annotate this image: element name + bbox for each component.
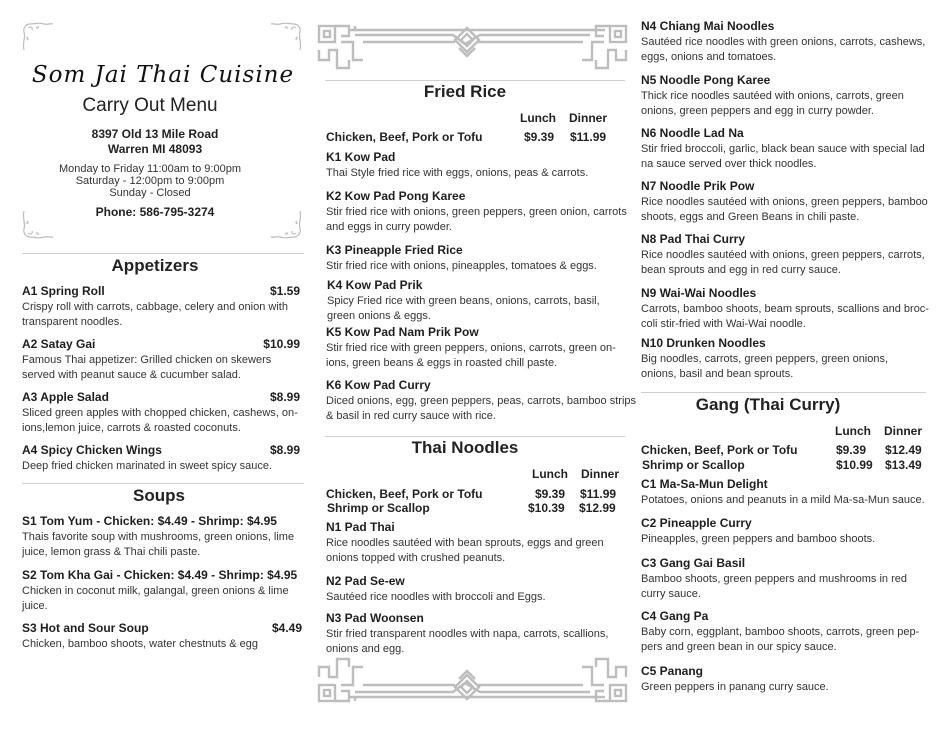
item-name: C4 Gang Pa bbox=[641, 609, 709, 623]
item-name: N8 Pad Thai Curry bbox=[641, 232, 746, 246]
item-name: N6 Noodle Lad Na bbox=[641, 126, 744, 140]
item-description: Deep fried chicken marinated in sweet spicy sauce. bbox=[22, 460, 273, 472]
restaurant-name: Som Jai Thai Cuisine bbox=[31, 62, 295, 88]
item-description: Stir fried rice with green peppers, onions, carrots, green on-ions, green beans & eggs in roasted chill paste. bbox=[326, 342, 616, 369]
item-price: $10.99 bbox=[263, 337, 300, 351]
dinner-column-header: Dinner bbox=[884, 424, 923, 438]
menu-item bbox=[641, 556, 911, 602]
menu-item bbox=[641, 516, 936, 547]
lunch-price: $10.99 bbox=[836, 458, 873, 472]
corner-flourish-icon bbox=[20, 20, 56, 56]
item-name: S3 Hot and Sour Soup bbox=[22, 621, 149, 635]
item-price: $8.99 bbox=[269, 390, 300, 404]
section-divider bbox=[325, 436, 625, 437]
item-description: Chicken, bamboo shoots, water chestnuts & egg bbox=[22, 638, 259, 650]
lunch-price: $9.39 bbox=[535, 487, 566, 501]
item-description: Famous Thai appetizer: Grilled chicken on skewers served with peanut sauce & cucumber salad. bbox=[22, 354, 272, 381]
menu-subtitle: Carry Out Menu bbox=[82, 95, 218, 116]
middle-column bbox=[310, 0, 635, 730]
menu-item bbox=[641, 609, 931, 655]
item-name: S1 Tom Yum - Chicken: $4.49 - Shrimp: $4.95 bbox=[22, 514, 277, 528]
price-row-label: Shrimp or Scallop bbox=[642, 458, 745, 472]
price-row bbox=[642, 458, 937, 473]
menu-item bbox=[22, 443, 300, 474]
item-description: Rice noodles sautéed with onions, green peppers, carrots, bean sprouts and egg in red curry sauce. bbox=[641, 249, 925, 276]
menu-item bbox=[641, 179, 936, 225]
menu-item bbox=[641, 286, 936, 332]
price-row-label: Chicken, Beef, Pork or Tofu bbox=[326, 487, 483, 501]
item-description: Crispy roll with carrots, cabbage, celery and onion with transparent noodles. bbox=[22, 301, 288, 328]
item-description: Pineapples, green peppers and bamboo shoots. bbox=[641, 533, 876, 545]
price-row bbox=[326, 130, 626, 145]
item-name: A1 Spring Roll bbox=[22, 284, 105, 298]
hours-weekday: Monday to Friday 11:00am to 9:00pm bbox=[58, 163, 241, 175]
item-description: Stir fried transparent noodles with napa, carrots, scallions, onions and egg. bbox=[326, 628, 609, 655]
item-description: Stir fried rice with onions, pineapples, tomatoes & eggs. bbox=[326, 260, 597, 272]
right-column bbox=[632, 0, 944, 730]
phone-number: Phone: 586-795-3274 bbox=[95, 205, 215, 219]
menu-item bbox=[326, 378, 638, 424]
item-price: $4.49 bbox=[271, 621, 302, 635]
item-description: Carrots, bamboo shoots, beam sprouts, scallions and broc-coli stir-fried with Wai-Wai noodle. bbox=[641, 303, 929, 330]
item-name: A4 Spicy Chicken Wings bbox=[22, 443, 162, 457]
menu-item bbox=[641, 19, 936, 65]
item-description: Potatoes, onions and peanuts in a mild Ma-sa-Mun sauce. bbox=[641, 494, 925, 506]
item-price: $8.99 bbox=[269, 443, 300, 457]
thai-noodles-title: Thai Noodles bbox=[411, 438, 519, 457]
item-name: C5 Panang bbox=[641, 664, 704, 678]
item-name: K4 Kow Pad Prik bbox=[327, 278, 423, 292]
item-description: Rice noodles sautéed with bean sprouts, eggs and green onions topped with crushed peanuts. bbox=[326, 537, 604, 564]
menu-item bbox=[22, 621, 302, 652]
section-divider bbox=[641, 392, 926, 393]
fried-rice-title: Fried Rice bbox=[423, 82, 507, 101]
price-row bbox=[326, 487, 626, 502]
item-name: A3 Apple Salad bbox=[22, 390, 109, 404]
item-description: Spicy Fried rice with green beans, onions, carrots, basil, green onions & eggs. bbox=[327, 295, 600, 322]
item-description: Chicken in coconut milk, galangal, green onions & lime juice. bbox=[22, 585, 289, 612]
menu-item bbox=[22, 337, 304, 383]
item-name: N3 Pad Woonsen bbox=[326, 611, 424, 625]
item-description: Sautéed rice noodles with broccoli and Eggs. bbox=[326, 591, 546, 603]
menu-item bbox=[326, 150, 638, 181]
item-name: S2 Tom Kha Gai - Chicken: $4.49 - Shrimp: $4.95 bbox=[22, 568, 298, 582]
menu-item bbox=[641, 232, 936, 278]
menu-item bbox=[22, 514, 304, 560]
menu-item bbox=[326, 574, 636, 605]
menu-item bbox=[641, 73, 921, 119]
lunch-price: $9.39 bbox=[836, 443, 867, 457]
hours-saturday: Saturday - 12:00pm to 9:00pm bbox=[75, 175, 225, 187]
section-divider bbox=[22, 483, 304, 484]
item-description: Sliced green apples with chopped chicken, cashews, on-ions,lemon juice, carrots & roasted coconuts. bbox=[22, 407, 298, 434]
dinner-price: $13.49 bbox=[885, 458, 922, 472]
price-row-label: Chicken, Beef, Pork or Tofu bbox=[326, 130, 483, 144]
menu-item bbox=[641, 477, 941, 508]
menu-item bbox=[326, 520, 626, 566]
item-description: Sautéed rice noodles with green onions, carrots, cashews, eggs, onions and tomatoes. bbox=[641, 36, 926, 63]
menu-item bbox=[326, 243, 638, 274]
item-description: Thais favorite soup with mushrooms, green onions, lime juice, lemon grass & Thai chili paste. bbox=[22, 531, 295, 558]
item-name: K5 Kow Pad Nam Prik Pow bbox=[326, 325, 479, 339]
item-name: N9 Wai-Wai Noodles bbox=[641, 286, 757, 300]
menu-item bbox=[326, 325, 626, 371]
item-description: Thick rice noodles sautéed with onions, carrots, green onions, green peppers and egg in curry powder. bbox=[641, 90, 904, 117]
item-description: Stir fried broccoli, garlic, black bean sauce with special lad na sauce served over thick noodles. bbox=[641, 143, 925, 170]
item-name: A2 Satay Gai bbox=[22, 337, 96, 351]
section-divider bbox=[325, 80, 625, 81]
item-name: N4 Chiang Mai Noodles bbox=[641, 19, 775, 33]
menu-item bbox=[641, 336, 911, 382]
greek-key-ornament-icon bbox=[315, 20, 630, 72]
price-row bbox=[327, 501, 627, 516]
item-name: N1 Pad Thai bbox=[326, 520, 395, 534]
lunch-column-header: Lunch bbox=[520, 111, 556, 125]
section-divider bbox=[22, 253, 304, 254]
price-row bbox=[641, 443, 936, 458]
address-line-1: 8397 Old 13 Mile Road bbox=[91, 127, 219, 141]
menu-item bbox=[22, 390, 300, 436]
soups-title: Soups bbox=[133, 486, 185, 505]
left-column bbox=[0, 0, 310, 730]
price-row-label: Chicken, Beef, Pork or Tofu bbox=[641, 443, 798, 457]
curry-title: Gang (Thai Curry) bbox=[695, 395, 841, 414]
menu-item bbox=[641, 664, 936, 695]
item-description: Baby corn, eggplant, bamboo shoots, carrots, green pep-pers and green bean in our spicy sauce. bbox=[641, 626, 920, 653]
item-description: Thai Style fried rice with eggs, onions, peas & carrots. bbox=[326, 167, 589, 179]
price-row-label: Shrimp or Scallop bbox=[327, 501, 430, 515]
dinner-column-header: Dinner bbox=[569, 111, 608, 125]
item-description: Big noodles, carrots, green peppers, green onions, onions, basil and bean sprouts. bbox=[641, 353, 889, 380]
item-description: Stir fried rice with onions, green peppers, green onion, carrots and eggs in curry powder. bbox=[326, 206, 627, 233]
menu-item bbox=[326, 189, 638, 235]
item-name: N7 Noodle Prik Pow bbox=[641, 179, 755, 193]
item-name: N2 Pad Se-ew bbox=[326, 574, 405, 588]
item-name: C3 Gang Gai Basil bbox=[641, 556, 746, 570]
item-name: K2 Kow Pad Pong Karee bbox=[326, 189, 466, 203]
greek-key-ornament-icon bbox=[315, 655, 630, 707]
corner-flourish-icon bbox=[268, 20, 304, 56]
dinner-price: $12.49 bbox=[885, 443, 922, 457]
dinner-column-header: Dinner bbox=[581, 467, 620, 481]
lunch-column-header: Lunch bbox=[835, 424, 871, 438]
item-description: Rice noodles sautéed with onions, green peppers, bamboo shoots, eggs and Green Beans in chili paste. bbox=[641, 196, 928, 223]
item-name: K1 Kow Pad bbox=[326, 150, 396, 164]
menu-item bbox=[22, 568, 304, 614]
dinner-price: $12.99 bbox=[579, 501, 616, 515]
address-line-2: Warren MI 48093 bbox=[107, 142, 203, 156]
menu-item bbox=[641, 126, 936, 172]
lunch-price: $10.39 bbox=[528, 501, 565, 515]
item-description: Green peppers in panang curry sauce. bbox=[641, 681, 829, 693]
lunch-column-header: Lunch bbox=[532, 467, 568, 481]
appetizers-title: Appetizers bbox=[111, 256, 199, 275]
item-description: Diced onions, egg, green peppers, peas, carrots, bamboo strips & basil in red curry sauce with rice. bbox=[326, 395, 637, 422]
menu-item bbox=[327, 278, 617, 324]
item-name: K3 Pineapple Fried Rice bbox=[326, 243, 463, 257]
item-name: C1 Ma-Sa-Mun Delight bbox=[641, 477, 768, 491]
dinner-price: $11.99 bbox=[570, 130, 607, 144]
lunch-price: $9.39 bbox=[524, 130, 555, 144]
item-name: N5 Noodle Pong Karee bbox=[641, 73, 771, 87]
item-description: Bamboo shoots, green peppers and mushrooms in red curry sauce. bbox=[641, 573, 907, 600]
menu-item bbox=[326, 611, 626, 657]
dinner-price: $11.99 bbox=[580, 487, 617, 501]
item-name: C2 Pineapple Curry bbox=[641, 516, 752, 530]
item-name: K6 Kow Pad Curry bbox=[326, 378, 431, 392]
hours-sunday: Sunday - Closed bbox=[109, 187, 191, 199]
menu-item bbox=[22, 284, 300, 330]
item-name: N10 Drunken Noodles bbox=[641, 336, 766, 350]
item-price: $1.59 bbox=[269, 284, 300, 298]
